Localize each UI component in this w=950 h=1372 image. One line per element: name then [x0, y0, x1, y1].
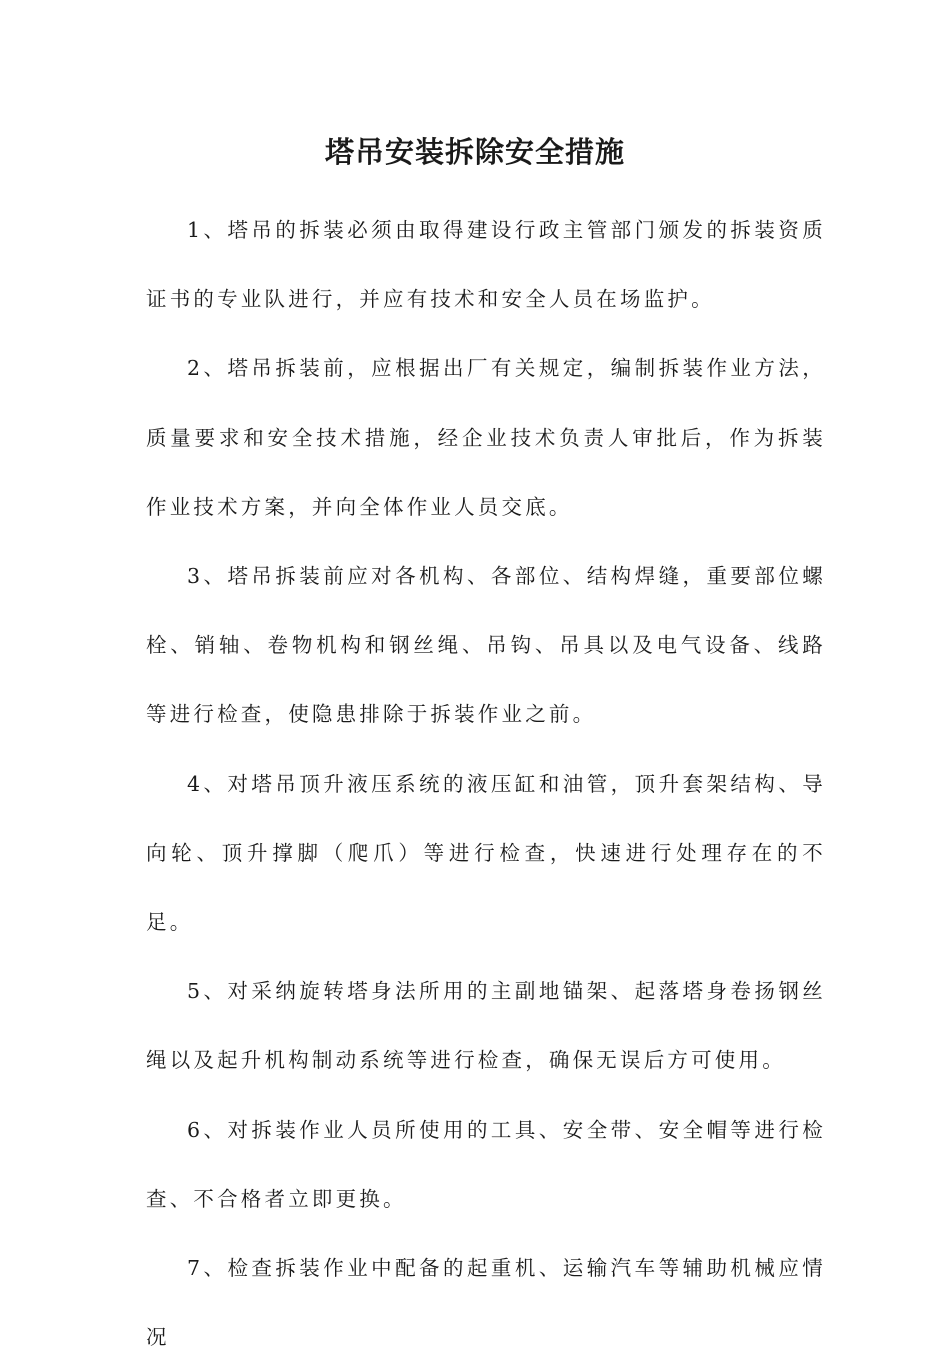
paragraph-7: 7、检查拆装作业中配备的起重机、运输汽车等辅助机械应情况	[146, 1256, 826, 1350]
paragraph-1: 1、塔吊的拆装必须由取得建设行政主管部门颁发的拆装资质证书的专业队进行，并应有技术和安全人员在场监护。	[146, 218, 826, 312]
paragraph-5: 5、对采纳旋转塔身法所用的主副地锚架、起落塔身卷扬钢丝绳以及起升机构制动系统等进行检查，确保无误后方可使用。	[146, 979, 826, 1073]
paragraph-4: 4、对塔吊顶升液压系统的液压缸和油管，顶升套架结构、导向轮、顶升撑脚（爬爪）等进行检查，快速进行处理存在的不足。	[146, 771, 826, 935]
document-title: 塔吊安装拆除安全措施	[324, 135, 625, 169]
paragraph-6: 6、对拆装作业人员所使用的工具、安全带、安全帽等进行检查、不合格者立即更换。	[146, 1117, 826, 1211]
paragraph-3: 3、塔吊拆装前应对各机构、各部位、结构焊缝，重要部位螺栓、销轴、卷物机构和钢丝绳、吊钩、吊具以及电气设备、线路等进行检查，使隐患排除于拆装作业之前。	[146, 564, 826, 727]
paragraph-2: 2、塔吊拆装前，应根据出厂有关规定，编制拆装作业方法，质量要求和安全技术措施，经企业技术负责人审批后，作为拆装作业技术方案，并向全体作业人员交底。	[146, 356, 826, 519]
document-body	[146, 196, 826, 1372]
